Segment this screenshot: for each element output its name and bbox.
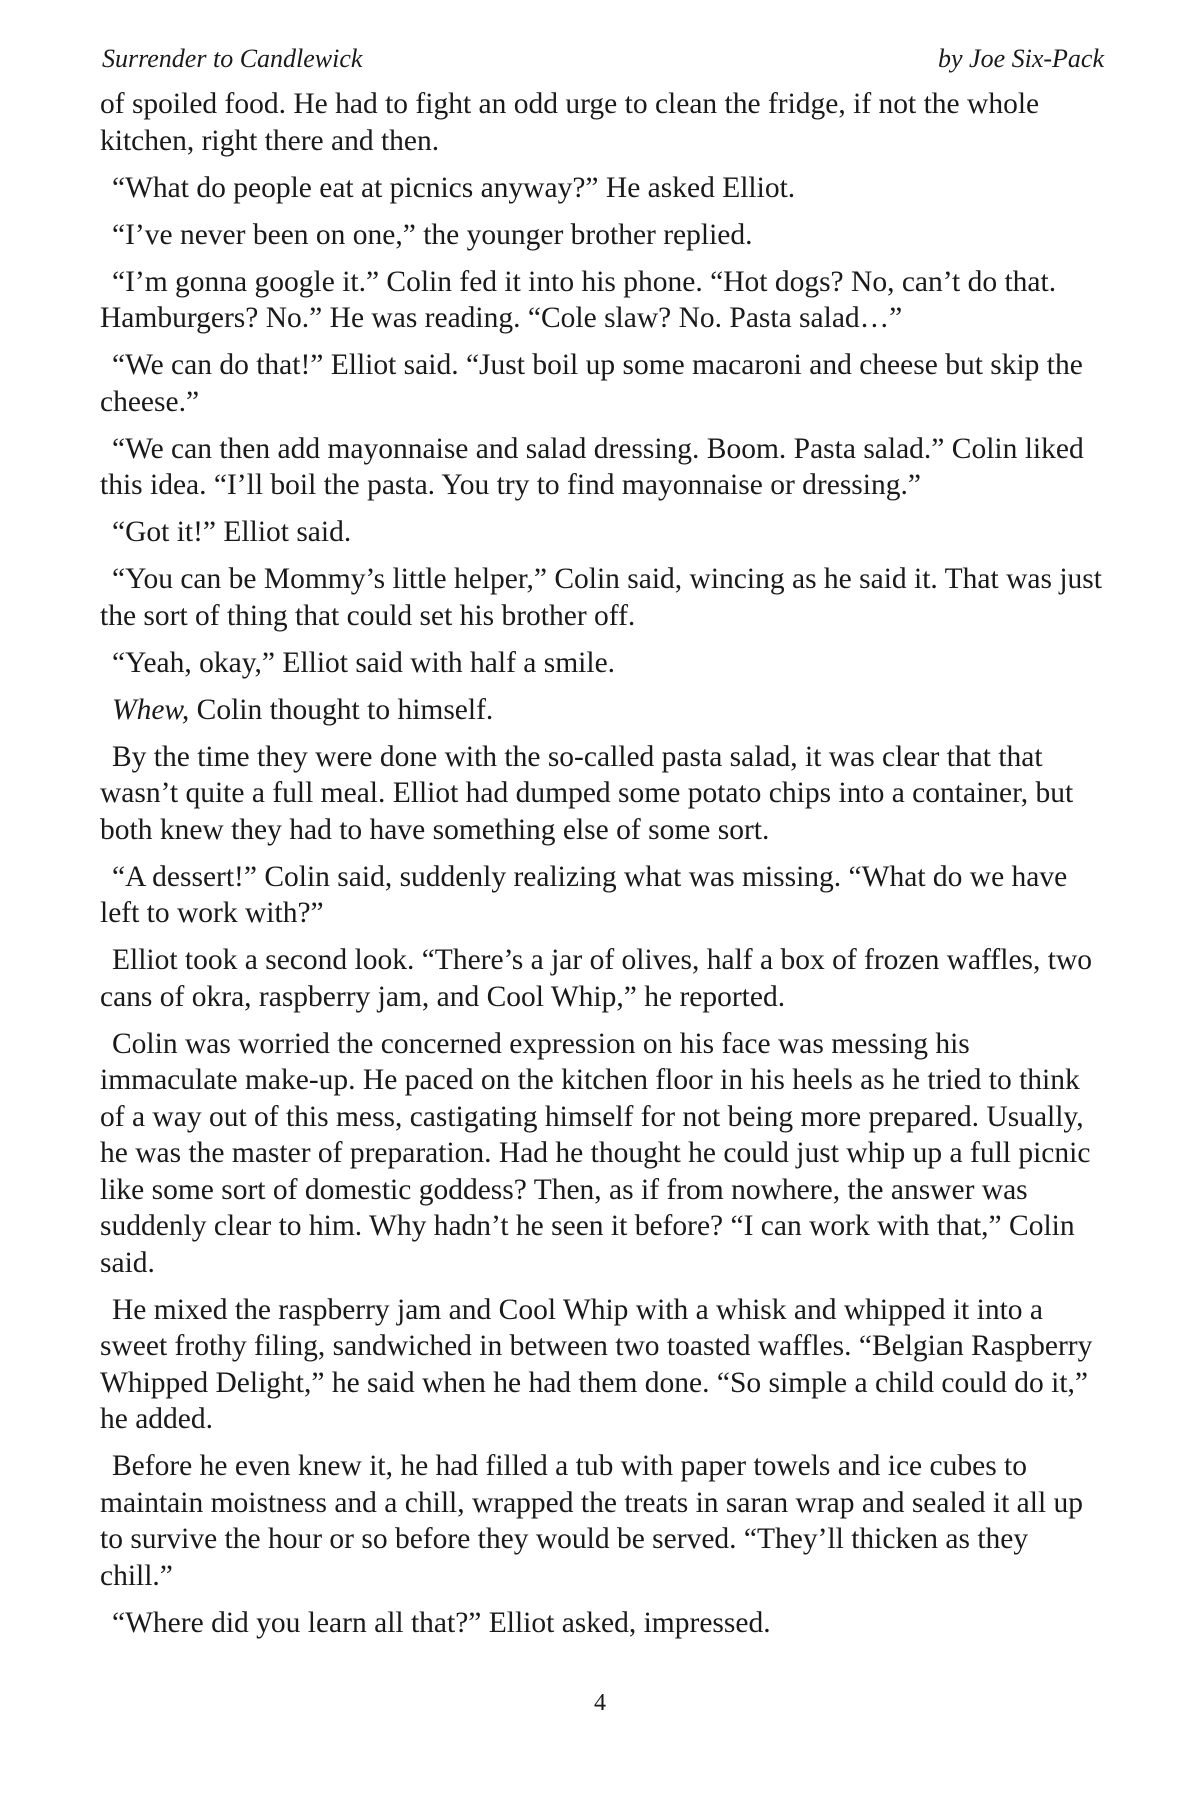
author-line: by Joe Six-Pack	[937, 44, 1104, 73]
paragraph: “Where did you learn all that?” Elliot asked, impressed.	[112, 1606, 771, 1639]
paragraph: Colin was worried the concerned expression on his face was messing his immaculate make-up. He paced on the kitchen floor in his heels as he tried to think of a way out of this mess, castigating himself for not being more prepared. Usually, he was the master of preparation. Had he thought he could just whip up a full picnic like some sort of domestic goddess? Then, as if from nowhere, the answer was suddenly clear to him. Why hadn’t he seen it before? “I can work with that,” Colin said.	[100, 1027, 1091, 1279]
paragraph: “What do people eat at picnics anyway?” He asked Elliot.	[112, 171, 796, 204]
paragraph: “A dessert!” Colin said, suddenly realizing what was missing. “What do we have left to work with?”	[100, 860, 1068, 929]
paragraph: “Got it!” Elliot said.	[112, 516, 352, 548]
paragraph: “We can then add mayonnaise and salad dressing. Boom. Pasta salad.” Colin liked this idea. “I’ll boil the pasta. You try to find mayonnaise or dressing.”	[100, 432, 1084, 501]
paragraph: “We can do that!” Elliot said. “Just boil up some macaroni and cheese but skip the cheese.”	[100, 349, 1083, 418]
paragraph: By the time they were done with the so-called pasta salad, it was clear that that wasn’t quite a full meal. Elliot had dumped some potato chips into a container, but both knew they had to have something else of some sort.	[100, 740, 1074, 846]
paragraph: “I’ve never been on one,” the younger brother replied.	[112, 218, 753, 251]
running-header	[102, 44, 1104, 78]
book-title: Surrender to Candlewick	[102, 44, 363, 73]
paragraph: He mixed the raspberry jam and Cool Whip with a whisk and whipped it into a sweet frothy filing, sandwiched in between two toasted waffles. “Belgian Raspberry Whipped Delight,” he said when he had them done. “So simple a child could do it,” he added.	[100, 1293, 1093, 1435]
italic-emphasis: Whew,	[112, 693, 190, 726]
paragraph: Whew, Colin thought to himself.	[112, 693, 494, 726]
paragraph: “Yeah, okay,” Elliot said with half a smile.	[112, 646, 616, 679]
paragraph: Elliot took a second look. “There’s a jar of olives, half a box of frozen waffles, two cans of okra, raspberry jam, and Cool Whip,” he reported.	[100, 944, 1093, 1013]
page-number: 4	[594, 1690, 606, 1716]
paragraph: of spoiled food. He had to fight an odd urge to clean the fridge, if not the whole kitchen, right there and then.	[100, 88, 1040, 157]
body-text	[100, 86, 1104, 1652]
paragraph: Before he even knew it, he had filled a tub with paper towels and ice cubes to maintain moistness and a chill, wrapped the treats in saran wrap and sealed it all up to survive the hour or so before they would be served. “They’ll thicken as they chill.”	[100, 1450, 1084, 1592]
paragraph: “You can be Mommy’s little helper,” Colin said, wincing as he said it. That was just the sort of thing that could set his brother off.	[100, 563, 1102, 632]
paragraph: “I’m gonna google it.” Colin fed it into his phone. “Hot dogs? No, can’t do that. Hamburgers? No.” He was reading. “Cole slaw? No. Pasta salad…”	[100, 265, 1057, 334]
